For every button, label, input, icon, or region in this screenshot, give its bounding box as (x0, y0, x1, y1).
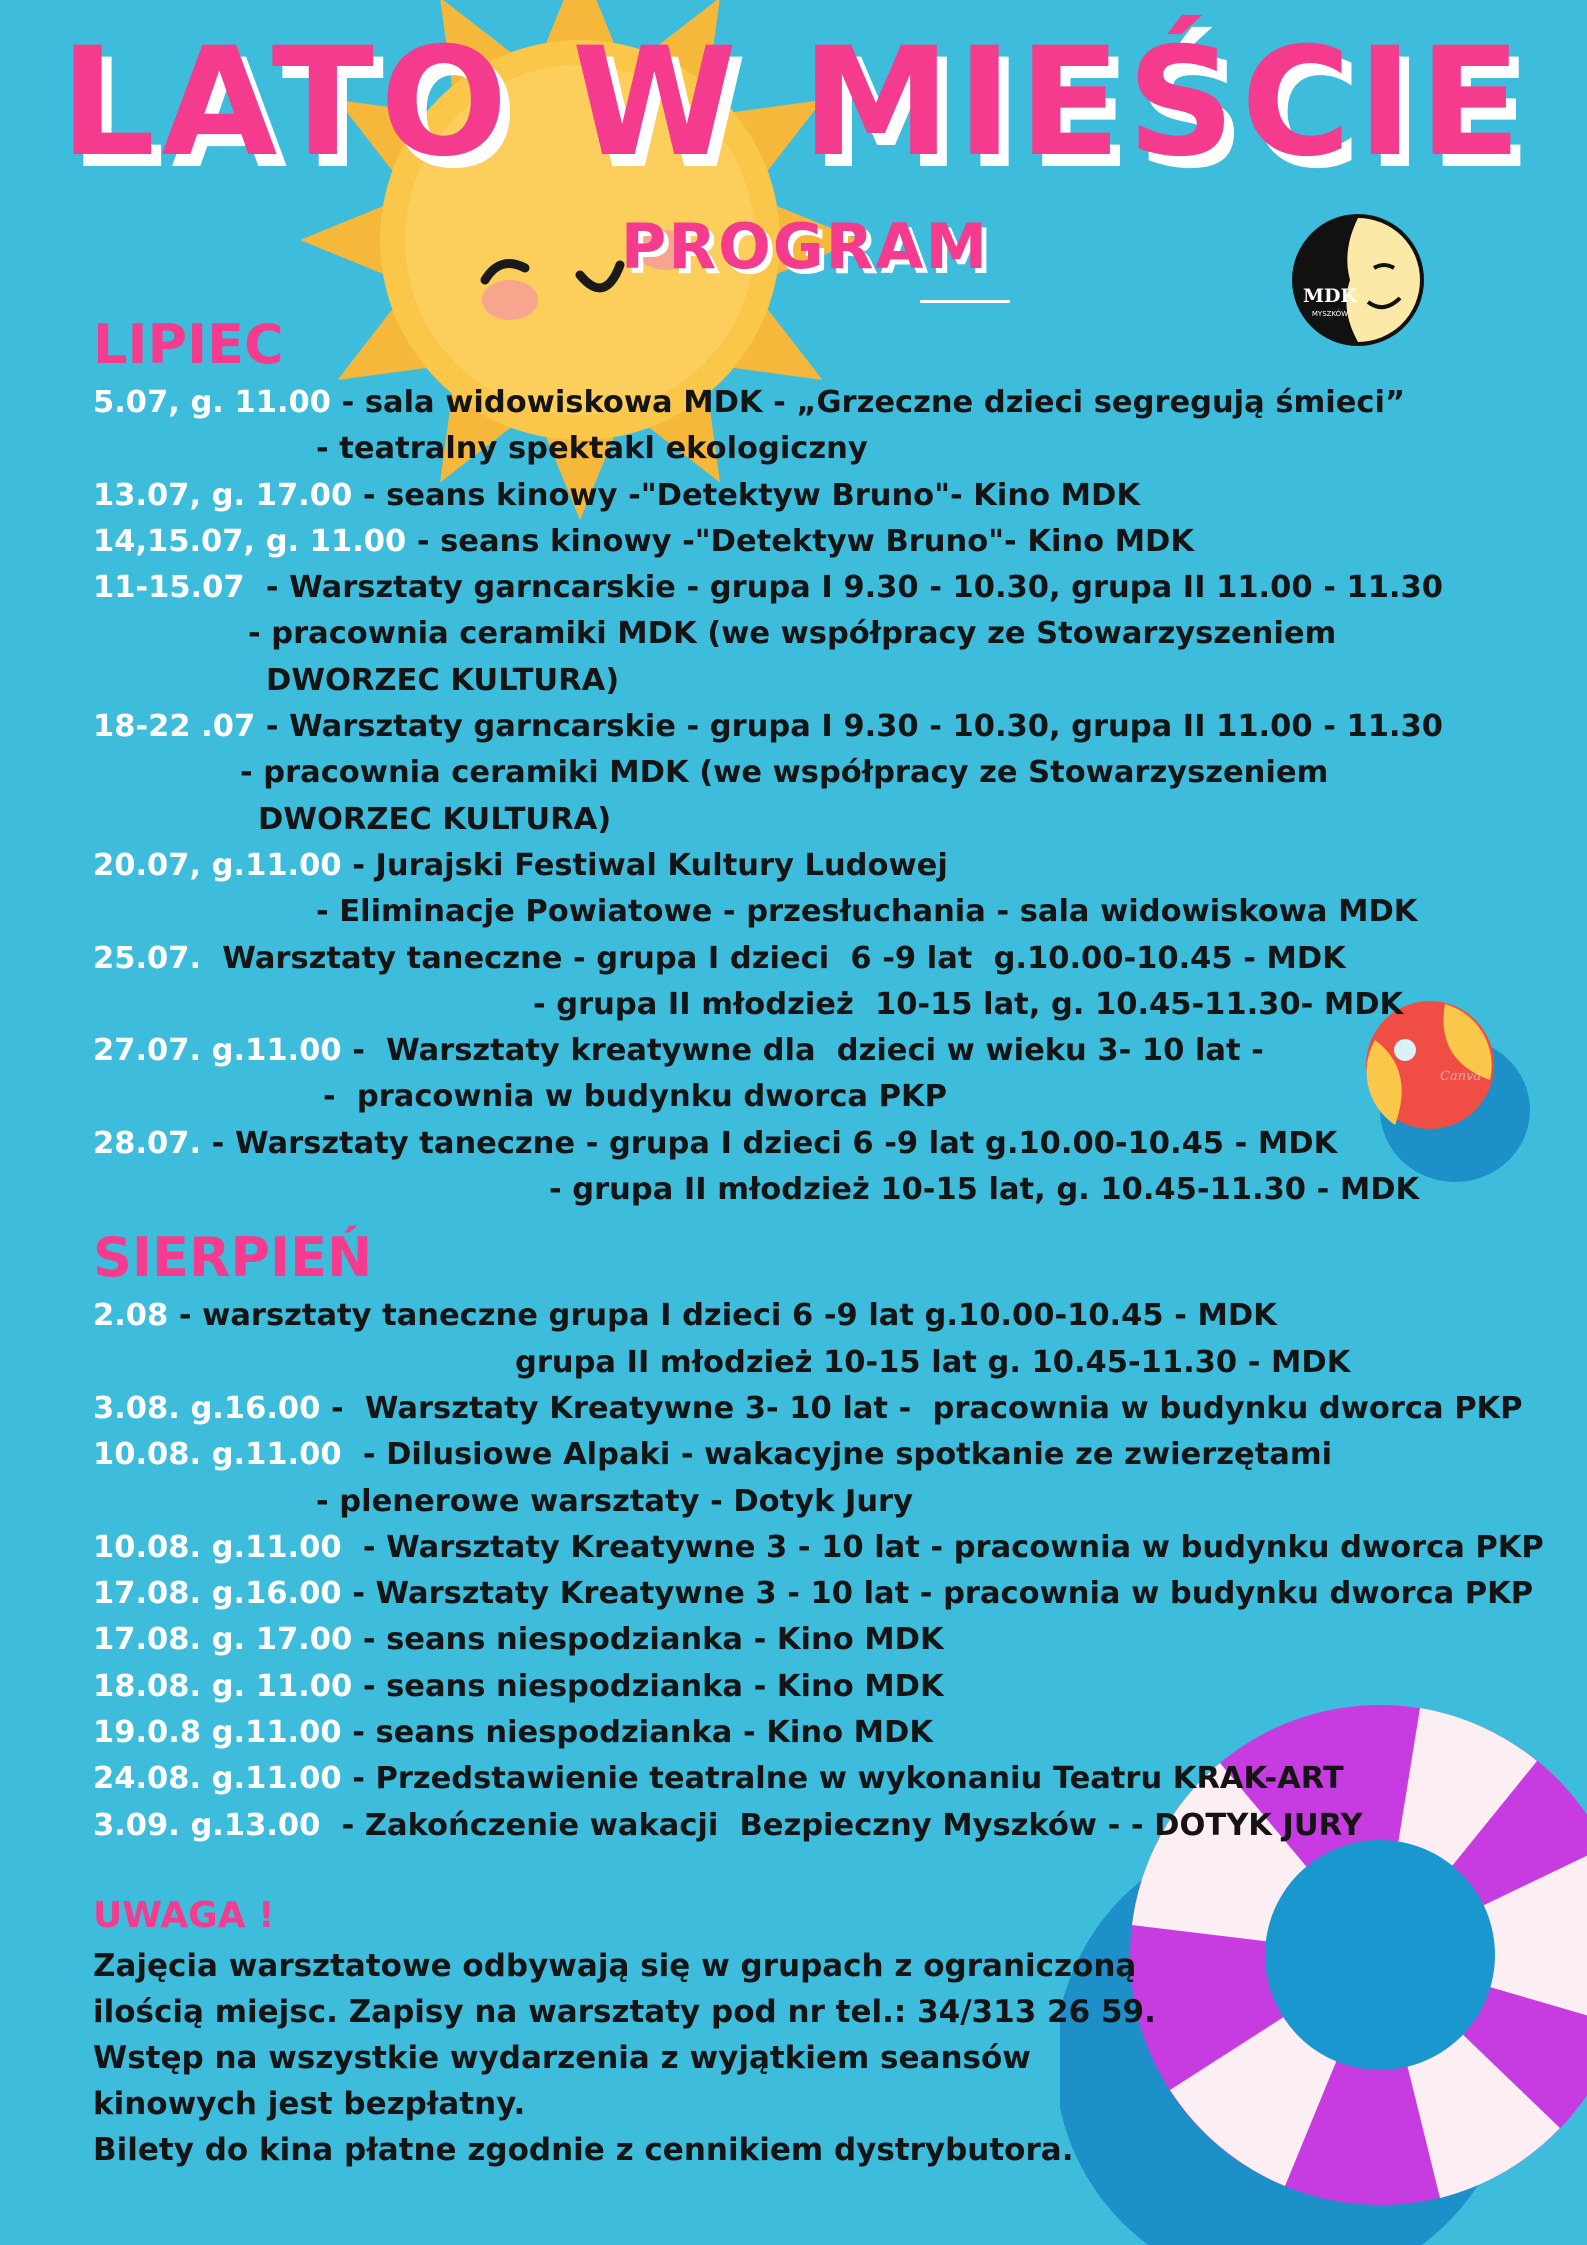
event-description: - seans niespodzianka - Kino MDK (341, 1715, 933, 1751)
poster-title: LATO W MIEŚCIE (59, 16, 1528, 190)
event-description: - teatralny spektakl ekologiczny (316, 431, 868, 467)
event-date: 3.08. g.16.00 (93, 1390, 321, 1426)
schedule-row (93, 1710, 1513, 1756)
notice-line: Zajęcia warsztatowe odbywają się w grupach z ograniczoną (93, 1947, 1137, 1984)
event-description: - Warsztaty Kreatywne 3 - 10 lat - pracownia w budynku dworca PKP (341, 1576, 1534, 1612)
event-description: - seans niespodzianka - Kino MDK (352, 1668, 944, 1704)
event-description: - Jurajski Festiwal Kultury Ludowej (341, 847, 948, 883)
schedule-row (93, 1756, 1513, 1802)
schedule-row (93, 611, 1513, 657)
event-date: 27.07. g.11.00 (93, 1033, 342, 1069)
notice-text (93, 1943, 1513, 2173)
schedule-row (93, 1432, 1513, 1478)
event-date: 5.07, g. 11.00 (93, 385, 331, 420)
schedule-row (93, 426, 1513, 472)
event-date: 18.08. g. 11.00 (93, 1668, 353, 1704)
event-date: 28.07. (93, 1125, 202, 1161)
event-description: - grupa II młodzież 10-15 lat, g. 10.45-11.30- MDK (533, 986, 1404, 1022)
section-title: LIPIEC (93, 313, 284, 376)
event-description: - Przedstawienie teatralne w wykonaniu Teatru KRAK-ART (341, 1761, 1344, 1797)
schedule-row (93, 797, 1513, 843)
event-description: - Eliminacje Powiatowe - przesłuchania - sala widowiskowa MDK (316, 894, 1418, 930)
schedule-row (93, 1479, 1513, 1525)
event-date: 10.08. g.11.00 (93, 1529, 342, 1565)
event-description: - pracownia w budynku dworca PKP (323, 1079, 947, 1115)
event-description: - Dilusiowe Alpaki - wakacyjne spotkanie ze zwierzętami (341, 1437, 1333, 1473)
event-description: - seans kinowy -"Detektyw Bruno"- Kino MDK (352, 477, 1140, 513)
notice-line: kinowych jest bezpłatny. (93, 2085, 526, 2122)
event-description: grupa II młodzież 10-15 lat g. 10.45-11.30 - MDK (515, 1344, 1351, 1380)
schedule-row (93, 658, 1513, 704)
schedule-row (93, 519, 1513, 565)
logo-subtext: MYSZKÓW (1311, 310, 1349, 318)
event-description: - grupa II młodzież 10-15 lat, g. 10.45-11.30 - MDK (549, 1172, 1420, 1208)
event-date: 17.08. g.16.00 (93, 1576, 342, 1612)
schedule-row (93, 1386, 1523, 1432)
event-date: 2.08 (93, 1298, 169, 1334)
event-date: 3.09. g.13.00 (93, 1807, 321, 1843)
event-description: - sala widowiskowa MDK - „Grzeczne dzieci segregują śmieci” (330, 385, 1405, 420)
schedule-row (93, 1121, 1513, 1167)
poster-subtitle: PROGRAM (620, 210, 990, 283)
schedule-row (93, 1664, 1513, 1710)
event-description: - Warsztaty garncarskie - grupa I 9.30 - 10.30, grupa II 11.00 - 11.30 (244, 570, 1443, 606)
schedule-row (93, 565, 1513, 611)
event-description: - seans niespodzianka - Kino MDK (352, 1622, 944, 1658)
event-date: 11-15.07 (93, 570, 245, 606)
schedule-row (93, 1571, 1534, 1617)
schedule-row (93, 1617, 1513, 1663)
event-description: - plenerowe warsztaty - Dotyk Jury (316, 1483, 913, 1519)
schedule-row (93, 1167, 1513, 1213)
schedule-row (93, 1525, 1544, 1571)
event-description: DWORZEC KULTURA) (258, 801, 612, 837)
schedule-row (93, 1028, 1513, 1074)
event-description: Warsztaty taneczne - grupa I dzieci 6 -9 lat g.10.00-10.45 - MDK (201, 940, 1346, 976)
schedule-list (93, 380, 1513, 1213)
notice-line: ilością miejsc. Zapisy na warsztaty pod nr tel.: 34/313 26 59. (93, 1993, 1156, 2030)
event-description: - Zakończenie wakacji Bezpieczny Myszków - - DOTYK JURY (320, 1807, 1363, 1843)
event-date: 25.07. (93, 940, 202, 976)
notice-line: Bilety do kina płatne zgodnie z cennikiem dystrybutora. (93, 2131, 1074, 2168)
event-description: - pracownia ceramiki MDK (we współpracy ze Stowarzyszeniem (240, 755, 1329, 791)
section-sierpien (93, 1226, 1544, 1849)
schedule-row (93, 1803, 1513, 1849)
schedule-row (93, 1293, 1513, 1339)
event-date: 19.0.8 g.11.00 (93, 1715, 342, 1751)
notice-title: UWAGA ! (93, 1894, 275, 1936)
event-description: - Warsztaty garncarskie - grupa I 9.30 - 10.30, grupa II 11.00 - 11.30 (255, 709, 1443, 745)
section-title: SIERPIEŃ (93, 1226, 373, 1290)
schedule-row (93, 380, 1513, 426)
event-description: - Warsztaty Kreatywne 3- 10 lat - pracownia w budynku dworca PKP (320, 1390, 1523, 1426)
event-date: 13.07, g. 17.00 (93, 477, 353, 513)
logo-text: MDK (1302, 285, 1358, 307)
event-description: - seans kinowy -"Detektyw Bruno"- Kino MDK (406, 523, 1194, 559)
event-date: 20.07, g.11.00 (93, 847, 342, 883)
program-content (93, 300, 1544, 2173)
event-description: - Warsztaty Kreatywne 3 - 10 lat - pracownia w budynku dworca PKP (341, 1529, 1544, 1565)
schedule-list (93, 1293, 1544, 1849)
schedule-row (93, 473, 1513, 519)
event-description: - Warsztaty taneczne - grupa I dzieci 6 -9 lat g.10.00-10.45 - MDK (201, 1125, 1338, 1161)
event-date: 17.08. g. 17.00 (93, 1622, 353, 1658)
schedule-row (93, 982, 1513, 1028)
schedule-row (93, 750, 1513, 796)
event-description: - pracownia ceramiki MDK (we współpracy ze Stowarzyszeniem (248, 616, 1337, 652)
ball-watermark: Canva (1440, 1069, 1482, 1084)
notice-line: Wstęp na wszystkie wydarzenia z wyjątkiem seansów (93, 2039, 1031, 2076)
event-date: 18-22 .07 (93, 709, 256, 745)
schedule-row (93, 1074, 1513, 1120)
event-date: 14,15.07, g. 11.00 (93, 523, 407, 559)
event-description: DWORZEC KULTURA) (266, 662, 620, 698)
schedule-row (93, 704, 1513, 750)
event-date: 10.08. g.11.00 (93, 1437, 342, 1473)
event-description: - warsztaty taneczne grupa I dzieci 6 -9 lat g.10.00-10.45 - MDK (168, 1298, 1277, 1334)
event-description: - Warsztaty kreatywne dla dzieci w wieku 3- 10 lat - (341, 1033, 1264, 1069)
schedule-row (93, 889, 1513, 935)
schedule-row (93, 1340, 1513, 1386)
event-date: 24.08. g.11.00 (93, 1761, 342, 1797)
schedule-row (93, 936, 1513, 982)
schedule-row (93, 843, 1513, 889)
